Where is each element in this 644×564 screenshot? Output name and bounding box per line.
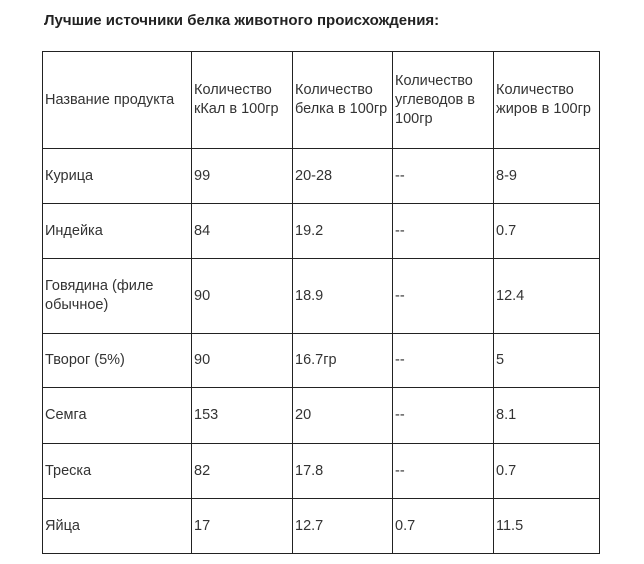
table-row [43,499,600,554]
header-cell-product: Название продукта [43,52,192,149]
cell-carbs: -- [393,388,494,444]
table-row [43,204,600,259]
cell-protein: 17.8 [293,444,393,499]
cell-carbs: -- [393,334,494,388]
cell-fat: 11.5 [494,499,600,554]
header-cell-fat: Количество жиров в 100гр [494,52,600,149]
cell-protein: 19.2 [293,204,393,259]
cell-fat: 0.7 [494,444,600,499]
cell-product: Индейка [43,204,192,259]
cell-product: Семга [43,388,192,444]
cell-kcal: 84 [192,204,293,259]
cell-carbs: -- [393,149,494,204]
header-cell-kcal: Количество кКал в 100гр [192,52,293,149]
cell-fat: 8-9 [494,149,600,204]
protein-sources-table [42,51,600,554]
cell-fat: 8.1 [494,388,600,444]
table-row [43,334,600,388]
cell-fat: 12.4 [494,259,600,334]
table-row [43,444,600,499]
cell-protein: 18.9 [293,259,393,334]
cell-product: Курица [43,149,192,204]
cell-protein: 20 [293,388,393,444]
cell-product: Говядина (филе обычное) [43,259,192,334]
cell-carbs: -- [393,444,494,499]
cell-kcal: 17 [192,499,293,554]
cell-protein: 12.7 [293,499,393,554]
cell-product: Яйца [43,499,192,554]
header-cell-carbs: Количество углеводов в 100гр [393,52,494,149]
cell-protein: 20-28 [293,149,393,204]
cell-kcal: 153 [192,388,293,444]
header-cell-protein: Количество белка в 100гр [293,52,393,149]
cell-kcal: 90 [192,334,293,388]
cell-protein: 16.7гр [293,334,393,388]
cell-kcal: 90 [192,259,293,334]
table-row [43,388,600,444]
cell-carbs: 0.7 [393,499,494,554]
page-heading: Лучшие источники белка животного происхождения: [44,12,440,29]
cell-product: Творог (5%) [43,334,192,388]
cell-product: Треска [43,444,192,499]
cell-carbs: -- [393,259,494,334]
cell-fat: 0.7 [494,204,600,259]
cell-kcal: 82 [192,444,293,499]
cell-carbs: -- [393,204,494,259]
cell-kcal: 99 [192,149,293,204]
table-header-row [43,52,600,149]
table-row [43,149,600,204]
table-row [43,259,600,334]
cell-fat: 5 [494,334,600,388]
